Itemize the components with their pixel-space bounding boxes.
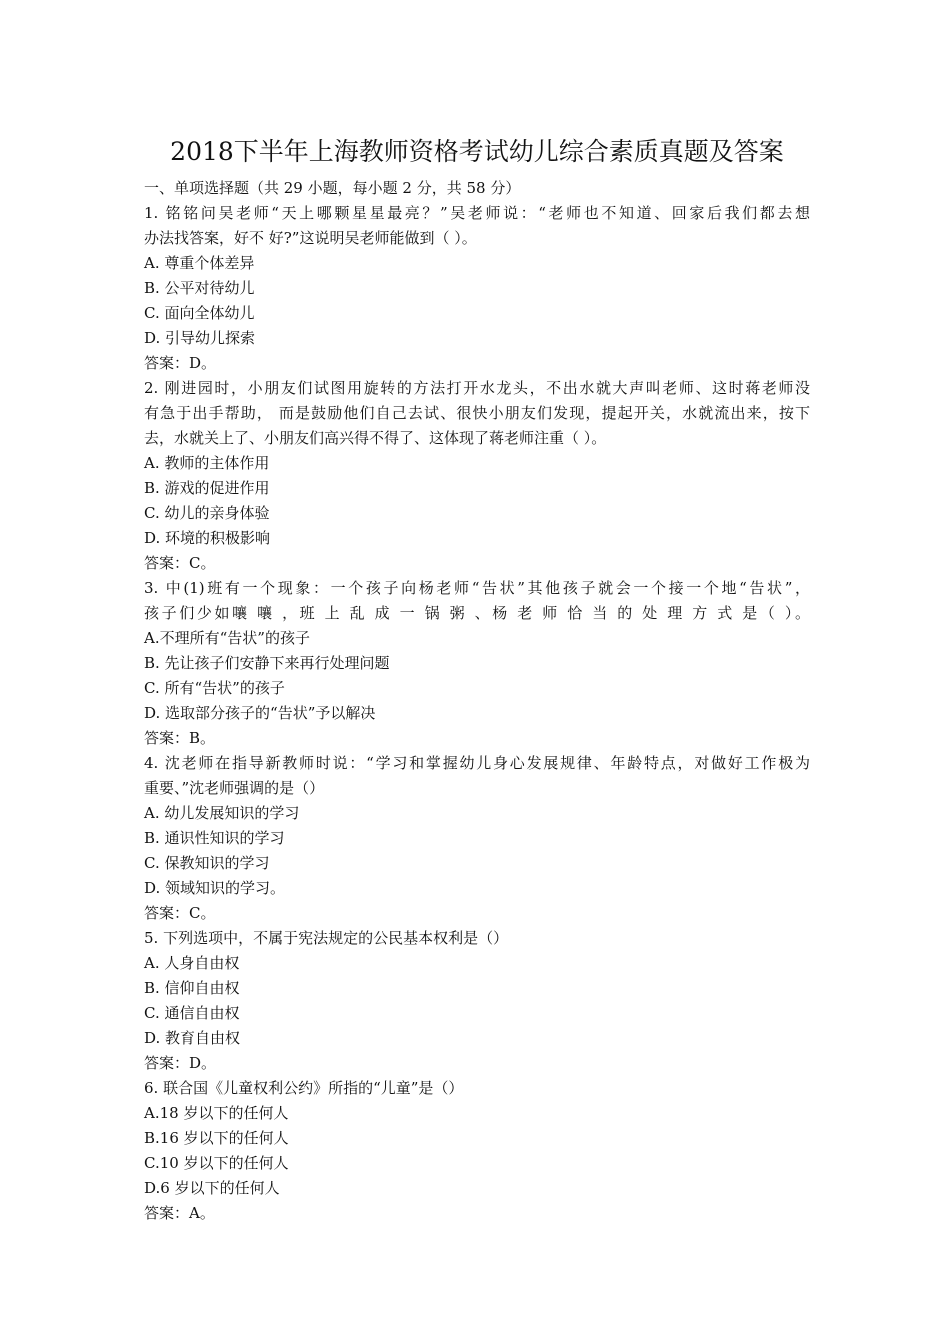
answer: 答案：C。 — [144, 904, 216, 922]
option-b: B. 先让孩子们安静下来再行处理问题 — [144, 654, 390, 672]
document-page — [144, 134, 810, 1226]
option-a: A. 教师的主体作用 — [144, 454, 270, 472]
question-text-line: 有急于出手帮助， 而是鼓励他们自己去试、很快小朋友们发现，提起开关，水就流出来，按下 — [144, 404, 810, 422]
question-5 — [144, 926, 810, 1076]
question-text-line: 4. 沈老师在指导新教师时说：“学习和掌握幼儿身心发展规律、年龄特点，对做好工作极为 — [144, 754, 810, 772]
question-text-line: 3. 中(1)班有一个现象：一个孩子向杨老师“告状”其他孩子就会一个接一个地“告状”， — [144, 579, 810, 597]
question-text-line: 6. 联合国《儿童权利公约》所指的“儿童”是（） — [144, 1079, 464, 1097]
option-d: D. 教育自由权 — [144, 1029, 241, 1047]
answer: 答案：B。 — [144, 729, 216, 747]
option-c: C. 幼儿的亲身体验 — [144, 504, 270, 522]
option-c: C. 保教知识的学习 — [144, 854, 270, 872]
question-4 — [144, 751, 810, 926]
section-heading: 一、单项选择题（共 29 小题，每小题 2 分，共 58 分） — [144, 179, 521, 197]
option-b: B. 游戏的促进作用 — [144, 479, 270, 497]
option-b: B. 公平对待幼儿 — [144, 279, 255, 297]
option-d: D. 环境的积极影响 — [144, 529, 271, 547]
option-c: C. 面向全体幼儿 — [144, 304, 255, 322]
question-6 — [144, 1076, 810, 1226]
option-b: B. 通识性知识的学习 — [144, 829, 285, 847]
question-text-line: 孩子们少如嚷 嚷 ，班 上 乱 成 一 锅 粥 、杨 老 师 恰 当 的 处 理 方 式 是（ ）。 — [144, 604, 810, 622]
option-d: D.6 岁以下的任何人 — [144, 1179, 280, 1197]
option-d: D. 引导幼儿探索 — [144, 329, 256, 347]
answer: 答案：D。 — [144, 354, 217, 372]
answer: 答案：D。 — [144, 1054, 217, 1072]
option-d: D. 选取部分孩子的“告状”予以解决 — [144, 704, 376, 722]
option-a: A.不理所有“告状”的孩子 — [144, 629, 310, 647]
answer: 答案：C。 — [144, 554, 216, 572]
option-c: C.10 岁以下的任何人 — [144, 1154, 289, 1172]
question-text-line: 办法找答案，好不 好?”这说明吴老师能做到（ ）。 — [144, 229, 477, 247]
option-b: B.16 岁以下的任何人 — [144, 1129, 289, 1147]
option-d: D. 领域知识的学习。 — [144, 879, 286, 897]
question-2 — [144, 376, 810, 576]
option-c: C. 通信自由权 — [144, 1004, 240, 1022]
question-text-line: 重要、”沈老师强调的是（） — [144, 779, 325, 797]
option-a: A. 尊重个体差异 — [144, 254, 255, 272]
question-text-line: 5. 下列选项中，不属于宪法规定的公民基本权利是（） — [144, 929, 509, 947]
question-1 — [144, 201, 810, 376]
option-a: A.18 岁以下的任何人 — [144, 1104, 289, 1122]
option-c: C. 所有“告状”的孩子 — [144, 679, 285, 697]
document-title: 2018下半年上海教师资格考试幼儿综合素质真题及答案 — [170, 137, 784, 166]
question-text-line: 去，水就关上了、小朋友们高兴得不得了、这体现了蒋老师注重（ ）。 — [144, 429, 607, 447]
option-a: A. 幼儿发展知识的学习 — [144, 804, 300, 822]
option-b: B. 信仰自由权 — [144, 979, 240, 997]
question-3 — [144, 576, 810, 751]
question-text-line: 2. 刚进园时，小朋友们试图用旋转的方法打开水龙头，不出水就大声叫老师、这时蒋老师没 — [144, 379, 810, 397]
question-text-line: 1. 铭铭问吴老师“天上哪颗星星最亮？”吴老师说：“老师也不知道、回家后我们都去想 — [144, 204, 810, 222]
option-a: A. 人身自由权 — [144, 954, 240, 972]
answer: 答案：A。 — [144, 1204, 215, 1222]
